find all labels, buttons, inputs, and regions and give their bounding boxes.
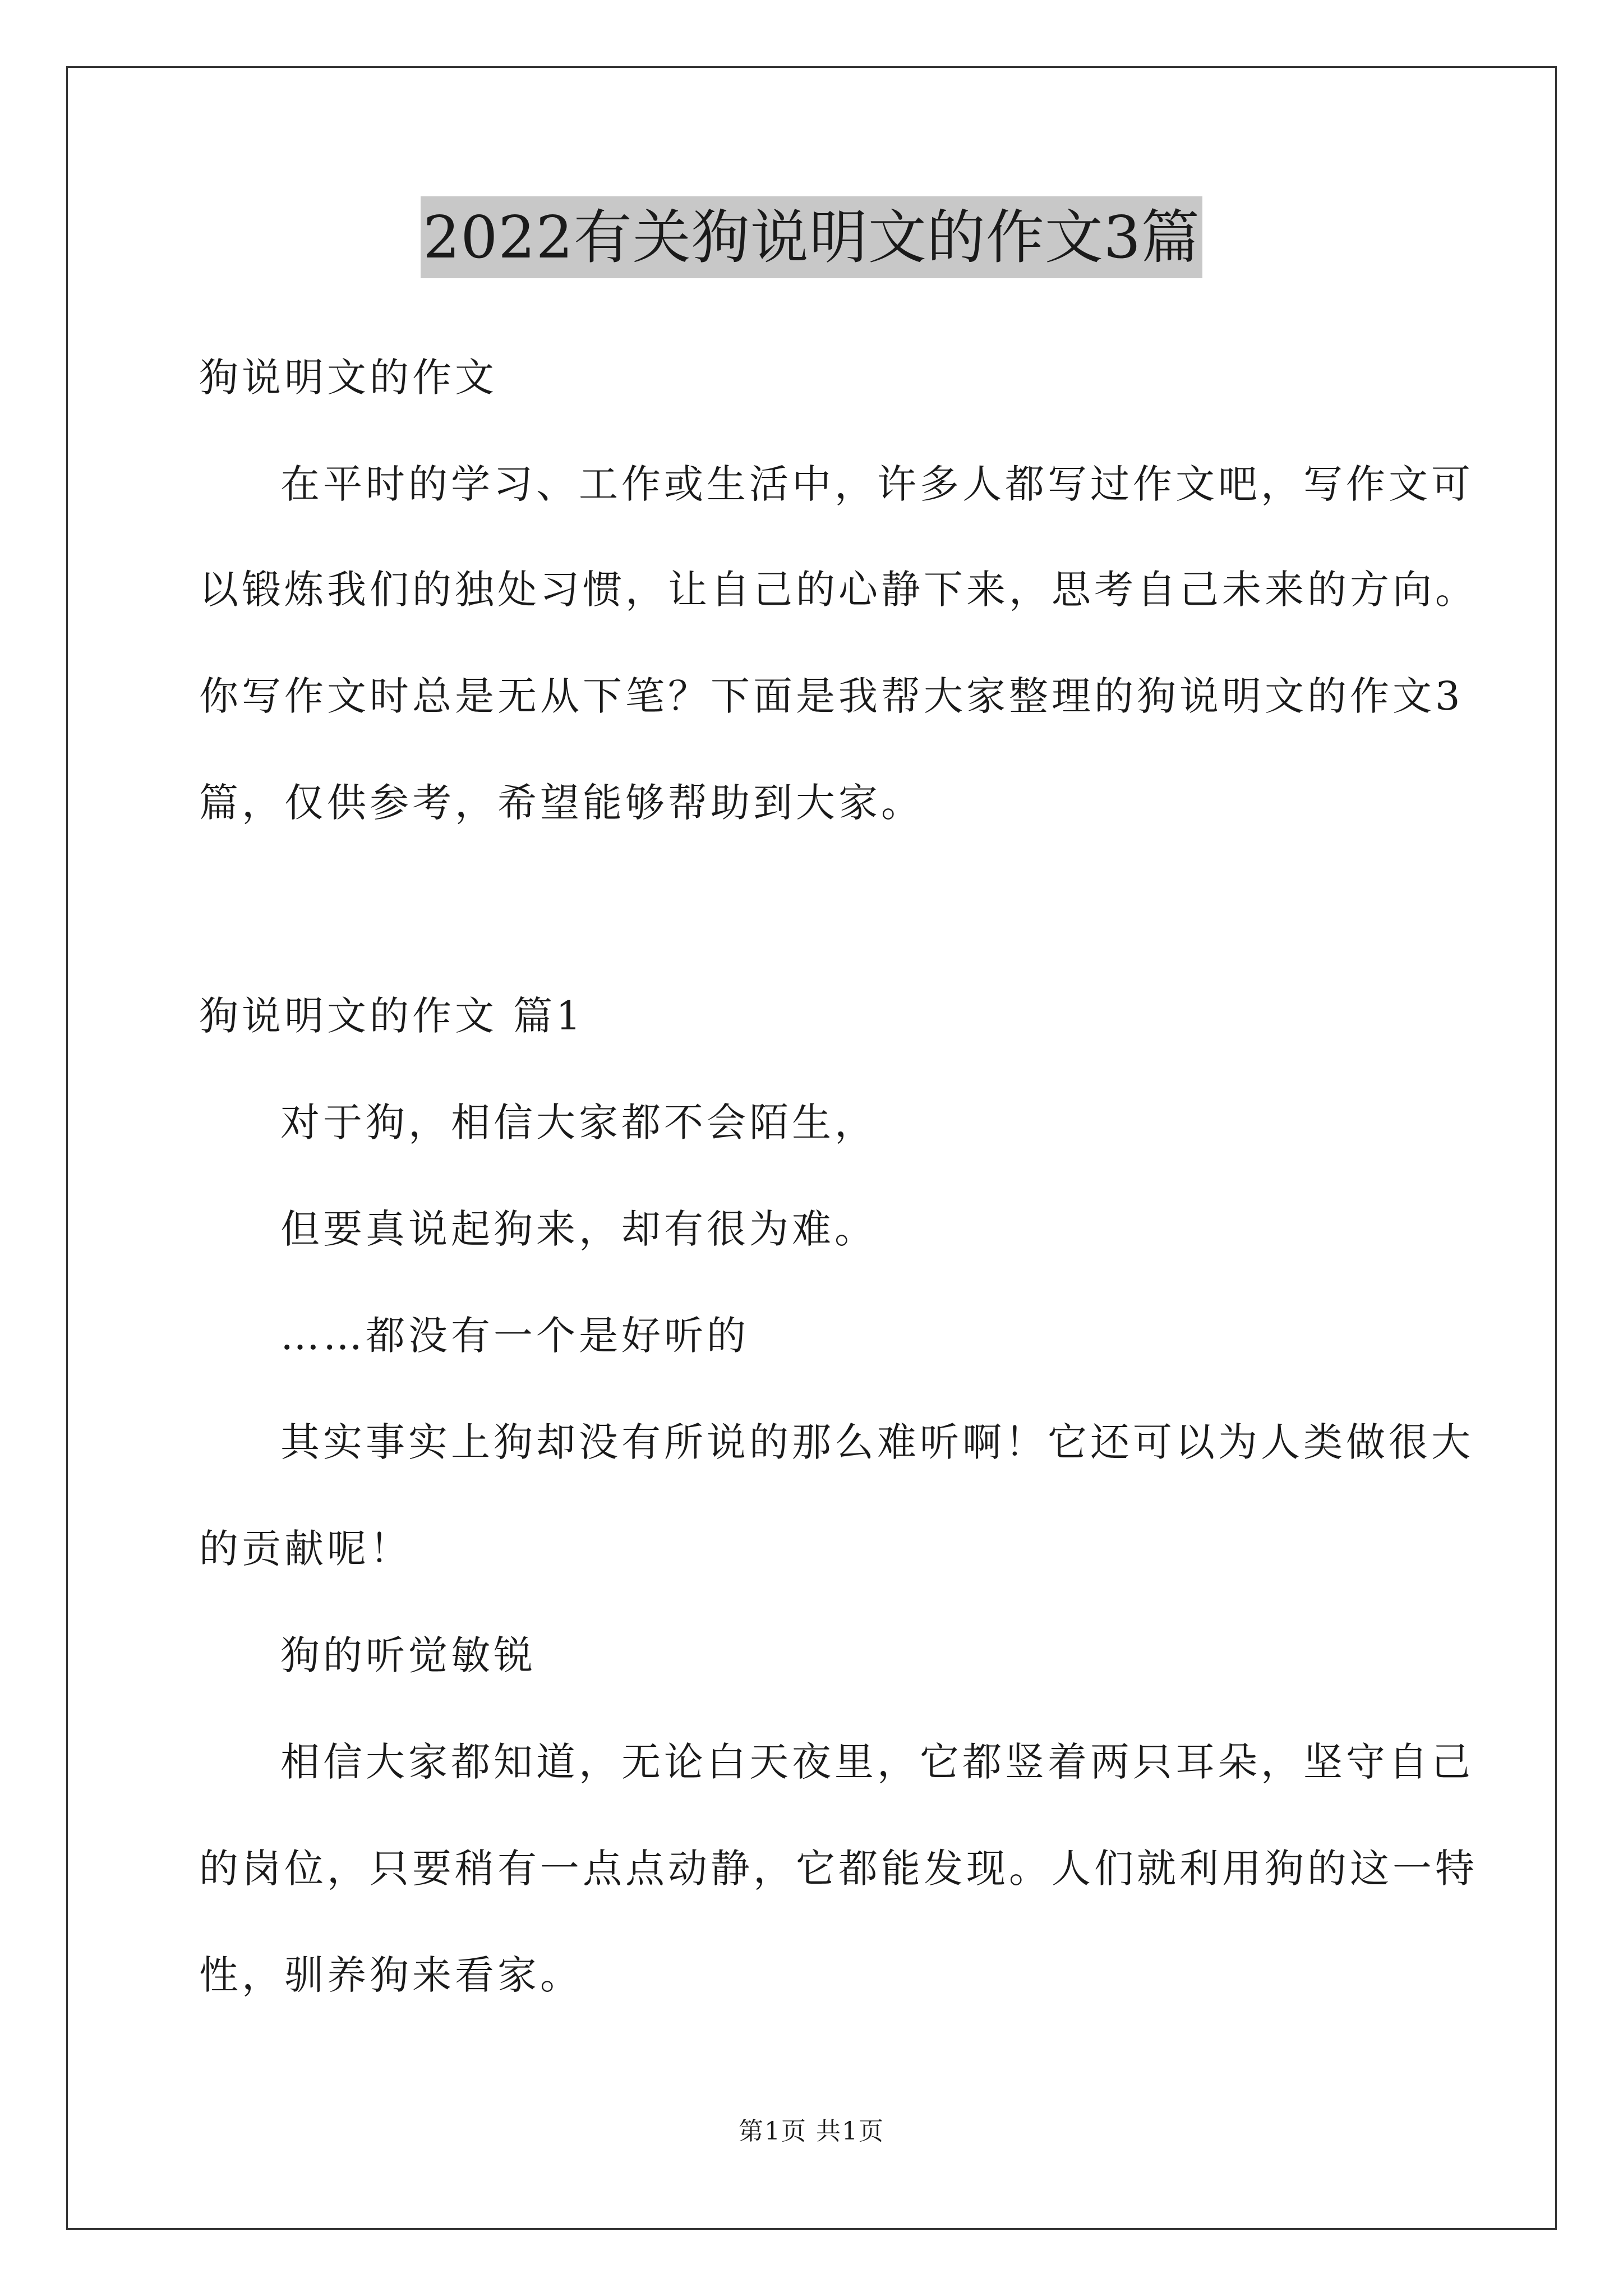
paragraph-line: 你写作文时总是无从下笔？下面是我帮大家整理的狗说明文的作文3 [199,673,1464,719]
page-footer: 第1页 共1页 [739,2117,884,2146]
section-heading: 狗说明文的作文 [199,355,497,401]
paragraph-line: 但要真说起狗来，却有很为难。 [280,1206,877,1252]
paragraph-line: 以锻炼我们的独处习惯，让自己的心静下来，思考自己未来的方向。 [199,567,1478,613]
paragraph-line: 相信大家都知道，无论白天夜里，它都竖着两只耳朵，坚守自己 [280,1739,1474,1785]
paragraph-line: 狗的听觉敏锐 [280,1632,536,1678]
paragraph-line: 在平时的学习、工作或生活中，许多人都写过作文吧，写作文可 [280,461,1474,507]
paragraph-line: 的岗位，只要稍有一点点动静，它都能发现。人们就利用狗的这一特 [199,1846,1478,1892]
section-heading: 狗说明文的作文 篇1 [199,993,584,1039]
paragraph-line: 性，驯养狗来看家。 [199,1952,583,1998]
paragraph-line: 的贡献呢！ [199,1526,412,1572]
title-container [0,196,1623,278]
paragraph-line: 其实事实上狗却没有所说的那么难听啊！它还可以为人类做很大 [280,1419,1474,1465]
paragraph-line: 篇，仅供参考，希望能够帮助到大家。 [199,780,924,826]
paragraph-line: ……都没有一个是好听的 [280,1313,749,1359]
paragraph-line: 对于狗，相信大家都不会陌生， [280,1099,877,1145]
document-title: 2022有关狗说明文的作文3篇 [421,196,1202,278]
